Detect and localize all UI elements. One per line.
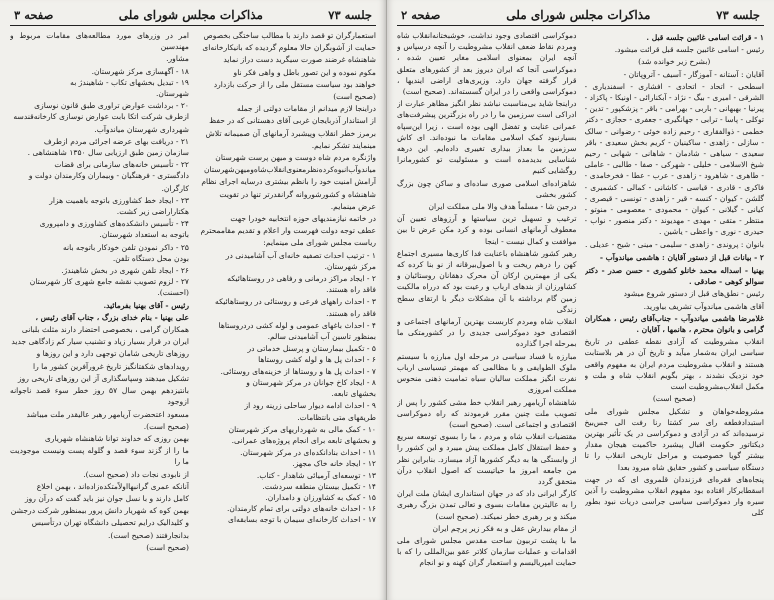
text-line: ۱۲ - ایجاد خانه خاک مجهز.: [292, 459, 376, 469]
text-line: (صحیح است): [146, 542, 189, 552]
paragraph: آقایان : آستانه - آموزگار - آسیف - آتروپاتان -: [623, 69, 764, 79]
paragraph: شاهزاده‌ای اسلامی صوری ساده‌ای و ساکن چون بزرگ کشور بخشی: [397, 178, 577, 199]
text-column-right: [585, 30, 765, 600]
text-line: ۸ - ایجاد کاخ جوانان در مرکز شهرستان و: [246, 377, 376, 387]
text-line: ۱۵ - کمک به کشاورزان و دامداران.: [265, 492, 376, 502]
text-line: سازمان زمین طبق ارزیابی سال ۱۳۵۰ شاهنشاهی .: [27, 148, 189, 158]
speaker-paragraph: غلامرضا هاشمی میاندوآب - جناب‌آقای رئیس ، همکاران گرامی و بانوان محترم ، هانمها ، آقایان .: [584, 313, 764, 335]
text-line: ۹ - احداث ادامه دیوار ساحلی زرینه رود از: [244, 401, 376, 411]
paragraph: ما با پشت تربیون ساحت مقدس مجلس شورای ملی اقدامات و عملیات سازمان کلاتر عقو بین‌المللی را که با حمایت امپریالیسم و استعمار گران کهنه و نو انجام: [397, 535, 577, 568]
text-line: کارگران.: [161, 183, 189, 193]
text-line: بهمن روزی که خداوند توانا شاهنشاه شهریاری: [44, 433, 189, 443]
page-number: صفحه ۲: [401, 8, 441, 22]
text-line: (احسنت).: [157, 288, 189, 298]
text-line: ۲۲ - تأسیس خانه‌های سازمانی برای قضات: [54, 160, 189, 170]
text-line: شاهنشاه و کشورشوروانه گرانقدرتر تنها در تقویت: [219, 189, 376, 199]
paragraph: بانوان : پروندی - زاهدی - سلیمی - مینی - شیح - عدیلی .: [585, 239, 764, 249]
text-line: (صحیح است).: [143, 421, 189, 431]
text-line: ۴ - احداث باغهای عمومی و لوله کشی دردروستاها: [218, 320, 376, 330]
text-column-left: [397, 30, 577, 600]
text-line: ۲۶ - ایجاد تلفن شهری در بخش شاهیندژ.: [61, 266, 189, 276]
text-line: عرض مینمایم.: [330, 201, 376, 211]
text-column-left: [10, 30, 189, 600]
right-page: [387, 0, 774, 600]
text-line: مینمایند تشکر نمایم.: [311, 140, 376, 150]
text-line: ۱۳ - توسعه‌ای آرمیائی شاهدار - کتاب.: [256, 470, 376, 480]
text-line: استعمارگران تو قصد دارند با مطالب ساختگی بخصوص: [203, 31, 376, 40]
text-line: حمایت از آشوبگران حالا معلوم گردیده که بانیکارخانه‌ای: [202, 43, 376, 53]
paragraph: رئیس - نطق‌های قبل از دستور شروع میشود: [623, 289, 764, 299]
left-page-columns: [10, 30, 376, 600]
text-line: ۱۹ - تبدیل بخشهای تکاب - شاهیندژ به: [70, 77, 189, 87]
text-line: مرکز شهرستان.: [324, 261, 376, 271]
text-line: ۵ - تکمیل بیمارستان و پرسنل خدماتی در: [247, 344, 376, 354]
paragraph: شاهنشاه آریامهر رهبر انقلاب خط مشی کشور را پس از تصویب ملت چنین مقرر فرمودند که راه دموکراسی اقتصادی و اجتماعی است. (صحیح است): [397, 397, 577, 429]
text-line: و بخشهای تابعه برای انجام پروژه‌های عمرانی.: [231, 435, 376, 445]
text-line: بدانجارفتند (صحیح است).: [107, 530, 189, 540]
text-line: در خاتمه نیازمندیهای حوزه انتخابیه خودرا جهت: [230, 214, 376, 224]
text-line: ۲۱ - دریافت بهای عرضه اجرائی مردم ازطرف: [43, 136, 189, 146]
text-line: بانتیزدهم بهمن سال ۵۷ روز خطر سوء قصد ناجوانه ازوجود: [10, 386, 189, 407]
text-line: عطف توجه دولت فهرست وار اعلام و تقدیم مقاممحترم: [200, 226, 376, 236]
text-line: فاقد راه هستند.: [326, 308, 376, 318]
text-line: ایران در قرار بسیار زیاد و تشنیب سیار کم زادگاهی جدید: [11, 337, 189, 347]
paragraph: مشروطه‌خواهان و تشکیل مجلس شورای ملی استبدادفطغه رای سر کشتا رنا رفت الی جس‌بیخ نرسیده‌اند که در آزادی و دموکراسی در یک تأثیر بهترین دیکتاتور حکومت اقبال پیشبرد حاکمیت هیجان مقدار بیشتر گویا خصوصیت و مراحل تاریخی انقلاب را تا دستگاه سیاسی و کشور حقایق شاه میرود بعدا: [584, 406, 764, 472]
text-line: ۲۳ - ایجاد خط کشاورزی باتوجه باهمیت هزار: [49, 195, 189, 205]
paragraph: انقلاب شاه ومردم کاربست بهترین آرمانهای اجتماعی و اقتصادی خود دموکراسی جدیدی را در کشورمتکی ما بمرحله اجرا گذارده: [397, 317, 577, 349]
right-page-header: [397, 6, 764, 26]
text-line: شهرستان.: [155, 89, 189, 99]
text-line: دراینجا لازم میدانم از مقامات دولتی از جمله: [237, 104, 376, 114]
text-line: ۱ - ترتیب احداث تصفیه خانه‌ای آب آشامیدنی در: [225, 250, 376, 260]
text-line: ۶ - احداث پل ها و لوله کشی روستاها: [258, 355, 376, 365]
text-line: ما را از گزند سوء قصد و گلوله پست ونیست موجودیت ما را: [10, 446, 189, 467]
text-line: هکتاراراضی زیر کشت.: [116, 207, 189, 217]
text-line: ۲۵ - داکر نمودن تلفن خودکار باتوجه بانه: [62, 242, 189, 252]
text-line: و کلیدالیک درایم تحصیلی دانشگاه تهران درتأسیس: [31, 518, 189, 528]
left-page-header: [10, 6, 376, 26]
text-line: مشاور.: [166, 54, 189, 64]
paragraph: دراینجا شاید بی‌مناسبت نباشد نظر انگیز مظاهر عبارت از ادراکی است سرزمین ما را در راه بزرگترین پیشرفت‌های عمرانی عنایت و تفضل الهی بوده است ، زیرا این‌سپاه بسیارنبود کمک اسلامی مقامات ما نبوده‌اند. ای کاش سرزمین ما بعداز بیداری تغییری داده‌ایم. این درهه شناسایی بدیدمده است و مسئولیت تو کشورمانرا روگشایی کنیم: [397, 99, 577, 176]
text-line: (صحیح است): [333, 92, 376, 102]
text-line: بهمن‌ کوه که شهریار دانش پرور بیمنظور شرکت درجشن: [10, 506, 189, 516]
page-number: صفحه ۳: [14, 8, 54, 22]
paragraph: آقای هاشمی میاندوآب تشریف بیاورید.: [643, 301, 764, 311]
text-line: بخشهای تابعه.: [331, 389, 376, 399]
paragraph: مقتضیات انقلاب شاه و مردم ، ما را بسوی توسعه سریع و حفظ استقلال کامل مملکت پیش میبرد و این کشور را از وابستگی ها به دیگر کشورها آزاد میسازد. بنابراین نظر من جامعه امروز ما حیاتیست که اصول انقلاب درآن متحقق گردد: [397, 432, 577, 486]
text-line: میاندوآب‌انبوه‌‌کرده‌‌نظرمعنوی‌انقلاب‌شاه‌ومیهن‌شهرستان: [203, 165, 376, 175]
text-line: روزهای تاریخی شامان توجهی دارد و این روزها و: [36, 349, 189, 359]
text-line: ۲۰ - برداشت عوارض تراوری طبق قانون نوسازی: [34, 101, 189, 111]
text-line: ریاست مجلس شورای ملی مینمایم:: [263, 238, 376, 248]
text-line: ازطرف شرکت اتکا بابت عوارض نوسازی کارخانه‌قندسه: [13, 112, 189, 122]
paragraph: رئیس - اسامی غائبین جلسه قبل قرائت میشود.: [614, 45, 764, 55]
text-line: ۱۴ - تکمیل بیستان منطقه سردشت.: [262, 481, 376, 491]
text-line: ۱۶ - احداث خانه‌های دولتی برای تمام کارمندان.: [226, 504, 376, 514]
text-line: خواهند بود سیاست مستقل ملی را از حرکت بازدارد: [213, 79, 376, 89]
text-line: رئیس - آقای بهنیا بفرمائید.: [103, 300, 189, 310]
paragraph: از مقام بیدارش عقل و به فکر زیر پرچم ایران: [432, 523, 577, 533]
text-line: رویدادهای شکفتانگیز تاریخ غرورآفرین کشور ما را: [32, 361, 189, 371]
text-line: مسعود اعتحضرت آریامهر رهبر عالیقدر ملت میباشد: [26, 409, 189, 419]
paragraph: (بشرح زیر خوانده شد): [638, 57, 711, 67]
text-line: از نابودی نجات داد (صحیح است).: [83, 469, 189, 479]
right-page-columns: [397, 30, 764, 600]
text-line: ۱۷ - احداث کارخانه‌ای سیمان با توجه بسابقه‌ای: [228, 515, 376, 525]
text-line: باتوجه به استعداد شهرستان.: [99, 230, 189, 240]
text-column-right: [197, 30, 376, 600]
paragraph: رهبر کشور شاهنشاه باعنایت فدا کاری‌ها مسیری اجتماع کهن را درهم ریخت و با اصول‌بیرقانه از نو بنا کرده که یکی از مهمترین ارکان آن محرک دهقانان روستائیان و کشاورزان از بندهای ارباب و رعیت بود که درراه مالکیت زمین گام برداشته با آن مشکلات دیگر با ارتقای سطح زندگی: [397, 248, 577, 314]
text-line: شاهنشاه غرضند صورت سیگرید دست دراز نماید: [223, 55, 376, 65]
text-line: برمرز خطر انقلاب وپیشبرد آرمانهای آن صمیمانه تلاش: [205, 128, 376, 138]
text-line: بودن محل دستگاه تلفن.: [112, 253, 189, 263]
text-line: علی بهنیا - بنام خدای بزرگ ، جناب آقای رئیس ،: [35, 312, 189, 322]
session-number: جلسه ۷۳: [328, 8, 372, 22]
paragraph: (صحیح است): [652, 394, 696, 404]
text-line: ۷ - احداث پل ها و روستاها از خزینه‌های روستائی.: [220, 366, 376, 376]
text-line: کامل دارند و با نسل جوان نیز باید گفت که درآن روز: [24, 493, 189, 503]
text-line: از استاندار آذربایجان غربی آقای دهستانی که در حفظ: [209, 116, 376, 126]
session-number: جلسه ۷۳: [716, 8, 760, 22]
text-line: امر در وزرهای مورد مطالعه‌های مقامات مربوط و مهندسین: [10, 31, 189, 52]
text-line: ۱۰ - کمک مالی به شهرداریهای مرکز شهرستان: [228, 424, 376, 434]
text-line: آنانکه عمری گرانبها‌اولاًمتکده‌زاده‌اند ، بهمن اخلاع: [36, 481, 189, 491]
page-title: مذاکرات مجلس شورای ملی: [506, 8, 651, 22]
text-line: ۲۷ - لزوم تصویب نقشه جامع شهری کار شهرستان: [29, 277, 189, 287]
text-line: دادگستری - فرهنگیان - وبیماران وکارمندان دولت و: [28, 171, 189, 181]
paragraph: اسطحی - اتحاد - اتحادی - افشاری - اسفندیاری - الشرقی - امیری - بیگ - نژاد - آبکنارائی - اونیکا - پاکزاد - پیرنیا - بهبهانی - باربی - بهرامی - باقر - پزشکپور - تدین - توکلی - پاسا - ترابی - جهانگیری - جعفری - حجازی - دکتر خطمی - ذوالفقاری - رحیم زاده خوئی - رضوانی - سالک - سازلی - زاهدی - ساکینیان - کریم بخش سعیدی - باقر سعیدی - سیاهی - شادمان - شاهانی - شهابی - رحیم شیخ الاسلامی - خلیلی - شهرکی - صفا - طالبی - عاملی - طاهری - شاهرود - زاهدی - عرب - عطا - فخرخامدی - فاکری - قادری - قیاسی - کاشانی - کمالی - کشمیری - گلشن - کیوان - کنسه - قیر - زاهدی - تونسی - قیصری - کیانی - گیلانی - کیوان - محمودی - معصومی - منوتو - منتظر - متقی - مهدی - مهدیوند - دکتر منصور - نواب - حیدری - نوری - واعظی - یاشین .: [584, 81, 764, 237]
text-line: بمنظور تاسین آب آشامیدنی سالم.: [267, 332, 376, 342]
text-line: ۲۴ - تأسیس دانشکده‌های کشاورزی و دامپروری: [39, 219, 189, 229]
text-line: طریقهای متی بانتظامات.: [297, 412, 376, 422]
paragraph: ترغیب و تسهیل ترین سیاستها و آرزوهای تعیین آن معطوف آرمانهای انسانی بوده و کرد مکن عرض تا بین موافقت و کمال نیست - اینجا: [397, 214, 577, 246]
paragraph: دموکراسی اقتصادی وجود نداشت، خوشبختانه‌انقلاب شاه ومردم نقاط ضعف انقلاب مشروطیت را آنچه درسپاس و آنچه ایران بمعنوای اسلامی مغایر تعیین شده ، دموکراسی آنجا که ایران دیروز بعد از کشورهای متعلق قرار گرفته جهان دارد. وزیری‌های اراضی ایندیها ، دموکراسی واقعی را در ایران گسسته‌اند. (صحیح است): [397, 31, 577, 97]
text-line: آرامش امنیت خود را بانظم بیشتری درسایه اجرای نظام: [201, 177, 376, 187]
section-heading: بهنیا - اسداله محمد خانلو کشوری - حسن صدر - دکتر سوالو کوهی - صادقی .: [584, 266, 764, 287]
paragraph: مبارزه با فساد سیاسی در مرحله اول مبارزه با سیستم ملوک الطوایفی و با مظالمی که مهمتر تیسیاسی ارباب نفرت انگیز مملکت سالیان سیاه تمامیت ذهنی منحوس مملکت امروزی: [397, 351, 577, 395]
text-line: ۱۱ - احداث بنادانکده‌ای در مرکز شهرستان.: [240, 448, 376, 458]
text-line: همکاران گرامی ، بخصوصی احتضار دارند مثلث بلبانی: [21, 325, 189, 335]
paragraph: پنجاه‌های فقره‌ای فرزنددان قلمروی ای که در جهت اسقطابرکار افتاده بود مفهوم انقلاب مشروطیت را آذین سیره وار دموکراسی سیاسی جراسی دریات نبود بطور کلی: [584, 474, 764, 518]
text-line: تشکیل میدهند وسپاسگذاری آز این روزهای تاریخی روز: [17, 373, 189, 383]
section-heading: ۱ - قرائت اسامی غائبین جلسه قبل .: [646, 33, 764, 42]
text-line: فاقد راه هستند.: [326, 285, 376, 295]
text-line: ۲ - ایجاد مراکز درمانی و رفاهی در روستاهائیکه: [227, 274, 376, 284]
text-line: شهرداری شهرستان میاندوآب.: [94, 124, 189, 134]
text-line: ۳ - احداث راههای فرعی و روستائی در روستاهائیکه: [215, 297, 376, 307]
paragraph: درجین شا - مسلماً هدف والا ملی مملکت ایران: [428, 202, 577, 212]
paragraph: کارگر ایرانی داد که در جهان استانداری ایشان ملت ایران را به عالیترین مقامات بسوی و تعالی تمدن بزرگ رهبری میکند و بر رهبری خطر نمیکند. (صحیح است): [397, 489, 577, 521]
page-title: مذاکرات مجلس شورای ملی: [118, 8, 263, 22]
paragraph: انقلاب مشروطیت که آزادی نقطه عطفی در تاریخ سیاسی ایران به‌شمار میآید و تاریخ آن در هر بلاستابت هستند و انقلاب مشروطیت مردم ایران به مفهوم واقعی خود نزدیک نشدند ، بهتر بگویم انقلاب شاه و ملت و مکمل انقلاب‌مشروطیت است: [584, 337, 764, 392]
text-line: ۱۸ - آگهسازی مرکز شهرستان.: [91, 66, 189, 76]
section-heading: ۲ - بیانات قبل از دستور آقایان : هاشمی میاندوآب -: [599, 252, 764, 262]
text-line: واژنگره مردم شاه دوست و میهن پرست شهرستان: [215, 153, 376, 163]
text-line: مکوم نموده و این تصور باطل و واهی فکر ناو: [233, 67, 376, 77]
